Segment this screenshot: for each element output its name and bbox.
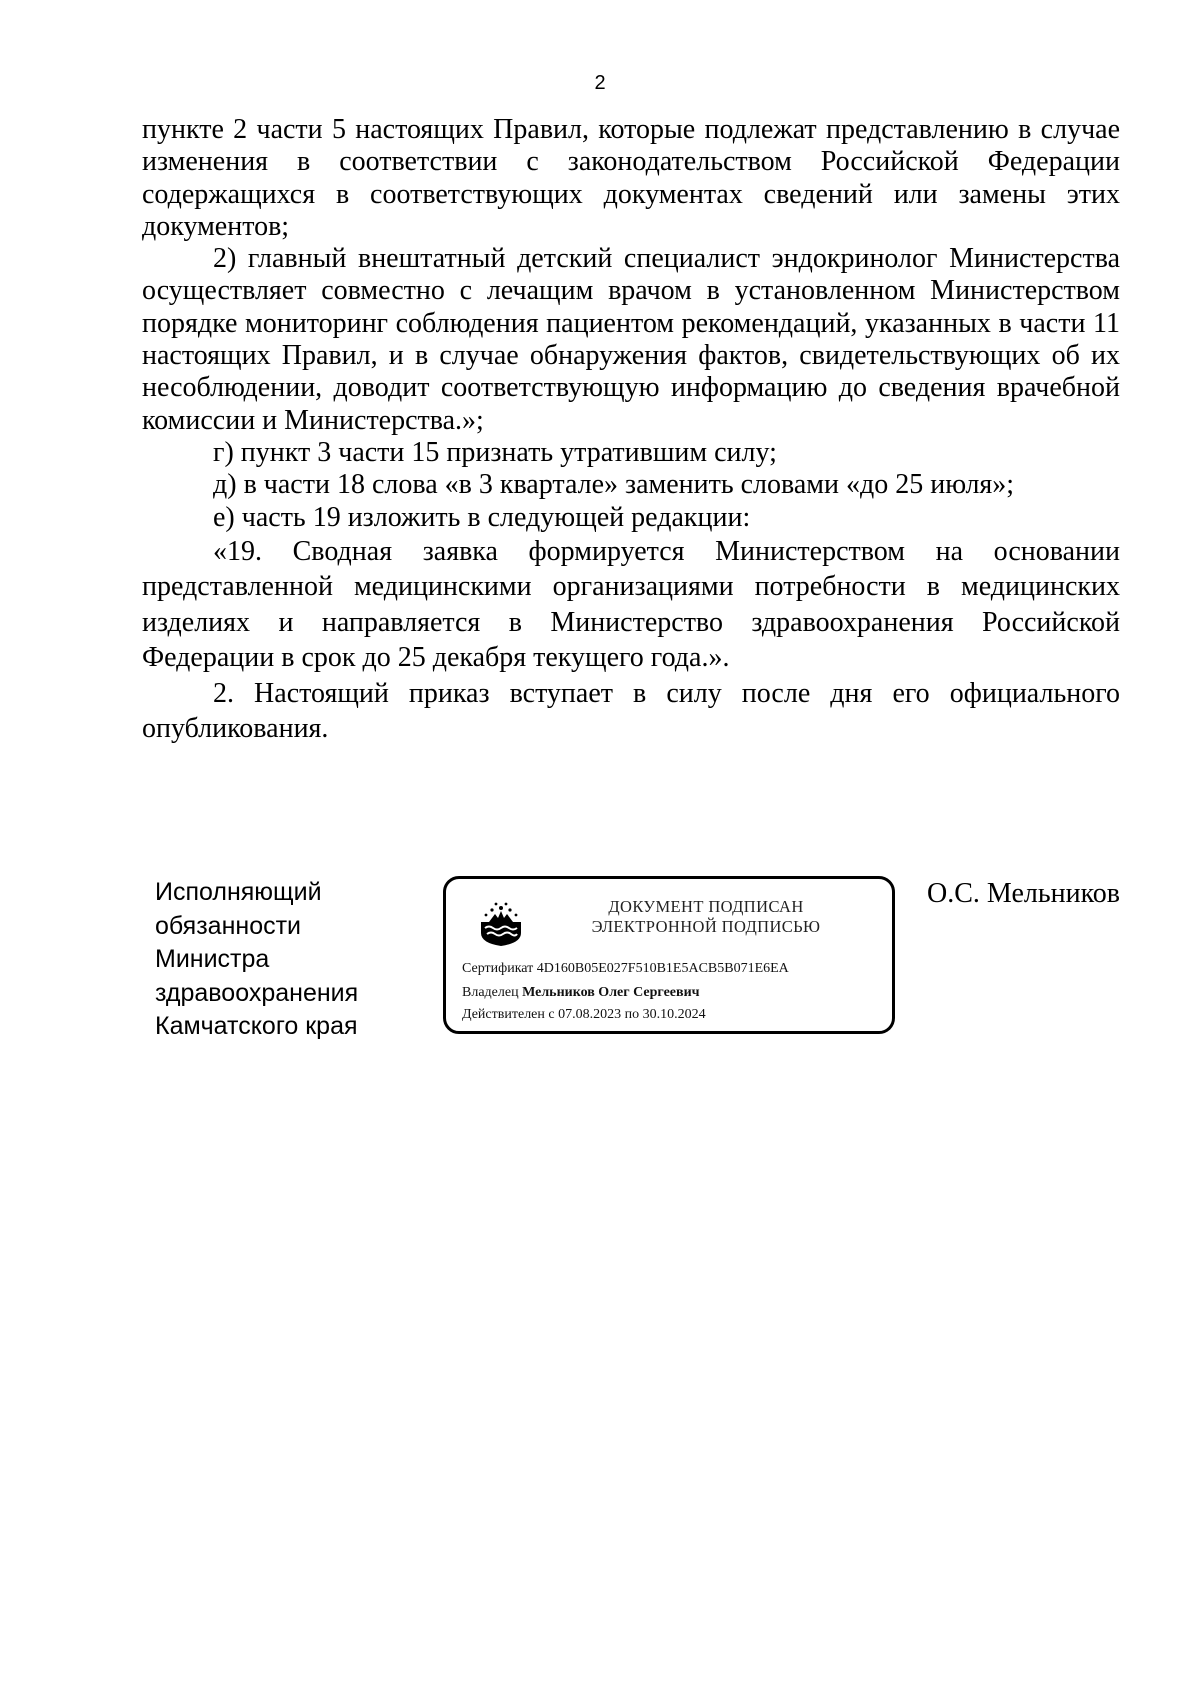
stamp-header-line: ЭЛЕКТРОННОЙ ПОДПИСЬЮ	[591, 917, 821, 936]
paragraph-item-g	[142, 437, 1120, 469]
text-line: 11 настоящих Правил, и в случае обнаружения фактов, свидетельствующих об	[142, 307, 1121, 372]
signer-title-line: Исполняющий	[155, 878, 322, 906]
signer-title-line: Камчатского края	[155, 1012, 358, 1040]
paragraph-item-e	[142, 502, 1120, 534]
text-line: 2) главный внештатный детский специалист эндокринолог Министерства	[213, 243, 1120, 275]
text-line: содержащихся в соответствующих документах сведений или замены этих	[142, 178, 1120, 210]
paragraph-part-19	[142, 534, 1120, 676]
valid-from: 07.08.2023	[558, 1007, 622, 1022]
valid-label: Действителен с	[462, 1007, 555, 1022]
certificate-value: 4D160B05E027F510B1E5ACB5B071E6EA	[536, 961, 789, 976]
owner-label: Владелец	[462, 985, 519, 1000]
text-line: д) в части 18 слова «в 3 квартале» заменить словами «до 25 июля»;	[213, 469, 1015, 501]
text-line: изделиях и направляется в Министерство здравоохранения Российской	[142, 606, 1120, 638]
paragraph-continuation	[142, 114, 1120, 243]
signer-title	[155, 876, 395, 1044]
text-line: е) часть 19 изложить в следующей редакции:	[213, 501, 751, 533]
stamp-certificate	[462, 961, 789, 977]
paragraph-entry-into-force	[142, 676, 1120, 747]
page-number: 2	[594, 72, 606, 94]
text-line: их несоблюдении, доводит соответствующую информацию до сведения	[142, 340, 1120, 404]
document-body	[142, 114, 1120, 747]
text-line: документов;	[142, 210, 290, 242]
kamchatka-coat-of-arms-icon	[478, 895, 524, 947]
signer-title-line: здравоохранения	[155, 978, 359, 1007]
text-line: врачебной комиссии и Министерства.»;	[142, 372, 1121, 436]
text-line: «19. Сводная заявка формируется Министерством на основании	[213, 535, 1120, 567]
text-line: Федерации в срок до 25 декабря текущего года.».	[142, 642, 730, 674]
text-line: пункте 2 части 5 настоящих Правил, которые подлежат представлению в	[142, 114, 1032, 145]
owner-value: Мельников Олег Сергеевич	[522, 985, 700, 1000]
text-line: осуществляет совместно с лечащим врачом в установленном Министерством	[142, 275, 1120, 307]
text-line: порядке мониторинг соблюдения пациентом рекомендаций, указанных в части	[142, 307, 1086, 339]
text-line: представленной медицинскими организациями потребности в медицинских	[142, 571, 1120, 603]
valid-to-label: по	[624, 1007, 640, 1022]
signer-title-line: обязанности	[155, 911, 302, 940]
valid-to: 30.10.2024	[642, 1007, 706, 1022]
stamp-header-line: ДОКУМЕНТ ПОДПИСАН	[608, 897, 804, 916]
text-line: случае изменения в соответствии с законодательством Российской Федерации	[142, 114, 1121, 178]
paragraph-item-2	[142, 243, 1120, 437]
electronic-signature-stamp	[443, 876, 895, 1034]
stamp-validity	[462, 1007, 706, 1023]
certificate-label: Сертификат	[462, 961, 534, 976]
text-line: 2. Настоящий приказ вступает в силу после дня его официального	[213, 677, 1120, 709]
text-line: г) пункт 3 части 15 признать утратившим силу;	[213, 436, 777, 468]
text-line: опубликования.	[142, 713, 329, 745]
signer-name: О.С. Мельников	[927, 878, 1120, 909]
paragraph-item-d	[142, 469, 1120, 501]
stamp-header	[546, 897, 866, 937]
stamp-owner	[462, 985, 700, 1001]
signer-title-line: Министра	[155, 945, 270, 973]
